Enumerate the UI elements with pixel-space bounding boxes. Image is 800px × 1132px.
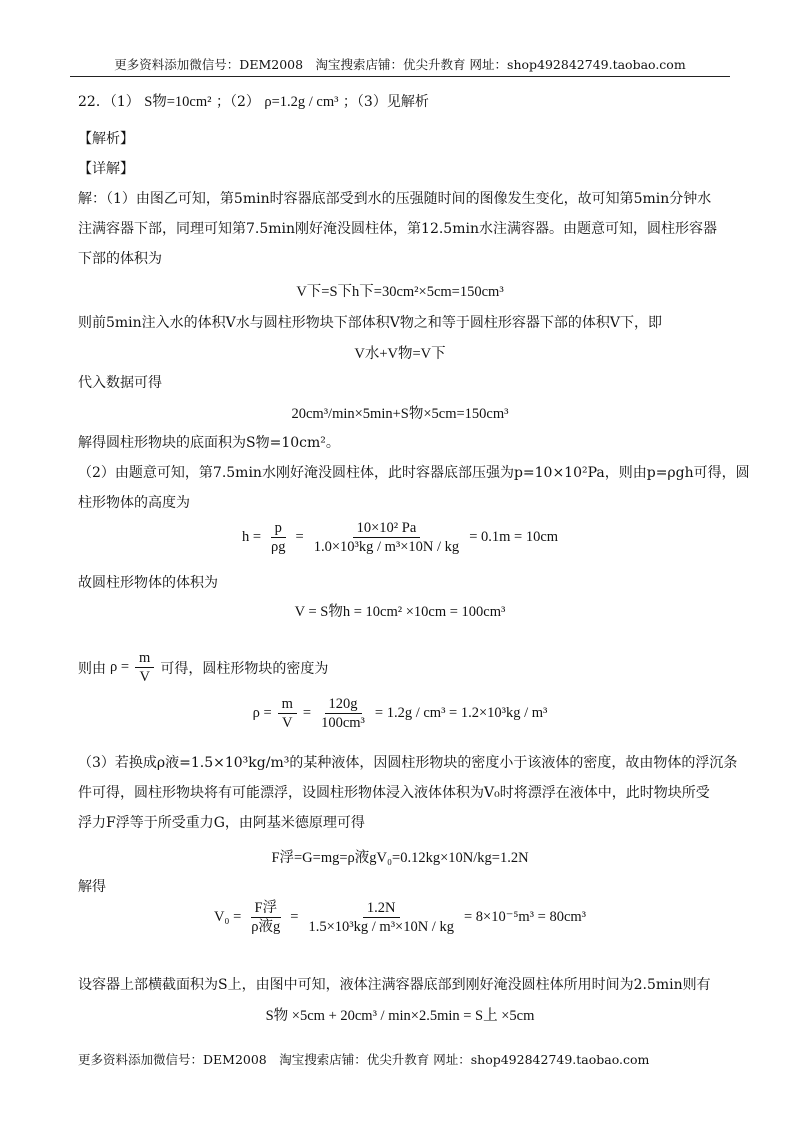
equation-height: h = $\frac{p}{\rho g}$ = $\frac{\text{10×10² Pa}}{\text{1.0×10³kg / m³×10N / kg}}$ = 0.1m = 10cm (241, 520, 559, 555)
equation-submerged-volume: V₀ = $\frac{\text{F浮}}{\text{ρ液g}}$ = $\frac{1.2N}{\text{1.5×10³kg / m³×10N / kg}}$ = 8×10⁻⁵m³ = 80cm³ (213, 900, 587, 935)
equation-volume-sum: V水+V物=V下 (354, 346, 446, 362)
page-footer: 更多资料添加微信号：DEM2008 淘宝搜索店铺：优尖升教育 网址：shop492842749.taobao.com (78, 1052, 650, 1067)
paragraph-1-line-1: 解：（1）由图乙可知，第5min时容器底部受到水的压强随时间的图像发生变化，故可知第5min分钟水 (78, 191, 712, 207)
fraction-numerator: m (278, 696, 297, 714)
fraction-f-over-rhog (247, 900, 284, 935)
page-header: 更多资料添加微信号：DEM2008 淘宝搜索店铺：优尖升教育 网址：shop492842749.taobao.com (114, 57, 686, 72)
fraction-height-values (310, 520, 463, 555)
fraction-numerator: F浮 (251, 900, 282, 918)
paragraph-3: 代入数据可得 (78, 375, 162, 391)
equation-lower-volume: V下=S下h下=30cm²×5cm=150cm³ (296, 284, 504, 300)
equation-height-lhs: h = (241, 529, 262, 545)
equation-upper-area: S物 ×5cm + 20cm³ / min×2.5min = S上 ×5cm (265, 1008, 535, 1024)
fraction-numerator: p (271, 520, 286, 538)
paragraph-1-line-2: 注满容器下部，同理可知第7.5min刚好淹没圆柱体，第12.5min水注满容器。由题意可知，圆柱形容器 (78, 221, 717, 237)
header-divider (70, 76, 730, 77)
answer-separator-3: ；（3）见解析 (342, 94, 429, 110)
paragraph-10: 设容器上部横截面积为S上，由图中可知，液体注满容器底部到刚好淹没圆柱体所用时间为2.5min则有 (78, 977, 711, 993)
equation-v0-rhs: = 8×10⁻⁵m³ = 80cm³ (463, 909, 587, 925)
equation-density-rhs: = 1.2g / cm³ = 1.2×10³kg / m³ (374, 705, 548, 721)
fraction-v0-values (304, 900, 457, 935)
fraction-numerator: m (135, 650, 154, 668)
section-label-xiangjie: 【详解】 (78, 161, 134, 177)
equation-height-rhs: = 0.1m = 10cm (469, 529, 559, 545)
fraction-denominator: V (282, 715, 293, 731)
paragraph-5-line-1: （2）由题意可知，第7.5min水刚好淹没圆柱体，此时容器底部压强为p=10×10²Pa，则由p=ρgh可得，圆 (78, 465, 750, 481)
answer-1: S物=10cm² (144, 94, 212, 110)
fraction-m-over-v (278, 696, 297, 731)
fraction-denominator: V (139, 669, 150, 685)
equation-buoyancy: F浮=G=mg=ρ液gV₀=0.12kg×10N/kg=1.2N (271, 850, 529, 866)
fraction-numerator: 1.2N (363, 900, 400, 918)
paragraph-8-line-3: 浮力F浮等于所受重力G，由阿基米德原理可得 (78, 815, 365, 831)
paragraph-7-prefix: 则由 (78, 660, 106, 677)
paragraph-1-line-3: 下部的体积为 (78, 251, 162, 267)
paragraph-8-line-1: （3）若换成ρ液=1.5×10³kg/m³的某种液体，因圆柱形物块的密度小于该液体的密度，故由物体的浮沉条 (78, 755, 738, 771)
paragraph-7-rho: ρ = (110, 659, 130, 675)
paragraph-6: 故圆柱形物体的体积为 (78, 575, 218, 591)
paragraph-5-line-2: 柱形物体的高度为 (78, 495, 190, 511)
answer-line (78, 90, 429, 111)
section-label-jiexi: 【解析】 (78, 131, 134, 147)
equation-substitution: 20cm³/min×5min+S物×5cm=150cm³ (291, 406, 509, 422)
question-number: 22．（1） (78, 94, 140, 110)
answer-2: ρ=1.2g / cm³ (264, 94, 339, 110)
paragraph-8-line-2: 件可得，圆柱形物块将有可能漂浮，设圆柱形物体浸入液体体积为V₀时将漂浮在液体中，此时物块所受 (78, 785, 710, 801)
fraction-denominator: 1.5×10³kg / m³×10N / kg (308, 919, 454, 935)
answer-separator-2: ；（2） (215, 94, 260, 110)
fraction-p-over-rhog (267, 520, 290, 555)
equation-density-lhs: ρ = (252, 705, 272, 721)
paragraph-9: 解得 (78, 879, 106, 895)
fraction-denominator: ρ液g (251, 919, 281, 935)
paragraph-7-suffix: 可得，圆柱形物块的密度为 (160, 660, 329, 677)
equation-v0-lhs: V₀ = (213, 909, 242, 925)
paragraph-7 (78, 650, 328, 685)
paragraph-4: 解得圆柱形物块的底面积为S物=10cm²。 (78, 435, 340, 451)
fraction-denominator: 100cm³ (321, 715, 365, 731)
equation-object-volume: V = S物h = 10cm² ×10cm = 100cm³ (294, 604, 506, 620)
fraction-denominator: 1.0×10³kg / m³×10N / kg (313, 539, 460, 555)
paragraph-2: 则前5min注入水的体积V水与圆柱形物块下部体积V物之和等于圆柱形容器下部的体积V下，即 (78, 315, 663, 331)
fraction-denominator: ρg (271, 539, 286, 555)
fraction-numerator: 10×10² Pa (353, 520, 421, 538)
fraction-density-values (317, 696, 369, 731)
equation-density: ρ = $\frac{m}{V}$ = $\frac{120g}{\text{100cm³}}$ = 1.2g / cm³ = 1.2×10³kg / m³ (252, 696, 548, 731)
fraction-numerator: 120g (325, 696, 362, 714)
fraction-m-over-v (135, 650, 154, 685)
